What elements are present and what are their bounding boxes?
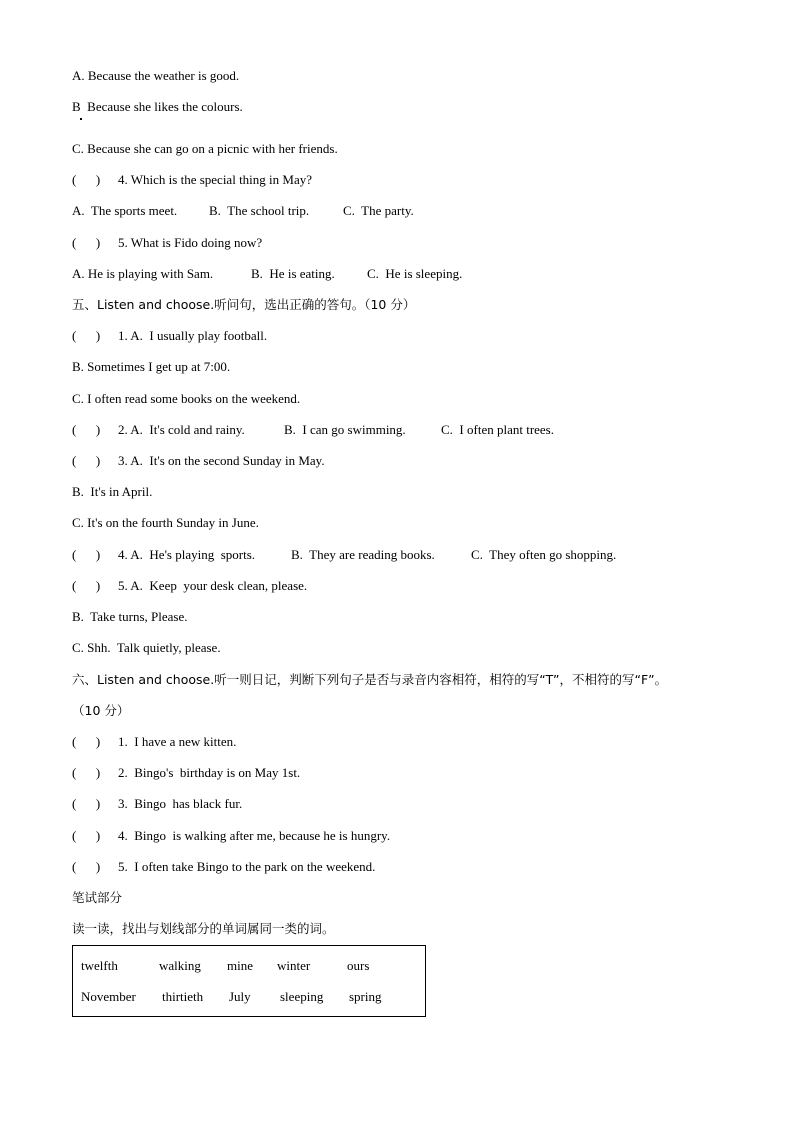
word: mine (227, 958, 253, 973)
part5-q1-option-c: C. I often read some books on the weekend. (72, 391, 301, 406)
q3-option-c: C. Because she can go on a picnic with her friends. (72, 141, 338, 156)
part5-question-2 (72, 422, 554, 438)
part5-q5-option-b: B. Take turns, Please. (72, 609, 188, 624)
option-b: B. They are reading books. (291, 547, 435, 562)
answer-blank[interactable]: ( ) (72, 422, 101, 437)
part5-question-3 (72, 453, 325, 469)
part4-q5-options (72, 266, 462, 282)
statement-text: 3. Bingo has black fur. (118, 796, 243, 811)
statement-text: 5. I often take Bingo to the park on the weekend. (118, 859, 376, 874)
option-b: B. I can go swimming. (284, 422, 406, 437)
statement-text: 1. I have a new kitten. (118, 734, 237, 749)
answer-blank[interactable]: ( ) (72, 765, 101, 780)
part6-heading-score: （10 分） (72, 703, 130, 718)
option-c: C. He is sleeping. (367, 266, 463, 281)
part6-statement-3 (72, 796, 242, 812)
part6-statement-4 (72, 828, 390, 844)
word: spring (349, 989, 382, 1004)
part5-q5-option-c: C. Shh. Talk quietly, please. (72, 640, 221, 655)
part6-heading: 六、Listen and choose.听一则日记，判断下列句子是否与录音内容相符，相符的写“T”，不相符的写“F”。 (72, 672, 668, 687)
answer-blank[interactable]: ( ) (72, 859, 101, 874)
answer-blank[interactable]: ( ) (72, 796, 101, 811)
answer-blank[interactable]: ( ) (72, 453, 101, 468)
answer-blank[interactable]: ( ) (72, 547, 101, 562)
part4-q4-options (72, 203, 414, 219)
answer-blank[interactable]: ( ) (72, 734, 101, 749)
option-a: 4. A. He's playing sports. (118, 547, 256, 562)
question-text: 3. A. It's on the second Sunday in May. (118, 453, 325, 468)
option-c: C. They often go shopping. (471, 547, 617, 562)
written-section-heading: 笔试部分 (72, 890, 123, 905)
part6-statement-5 (72, 859, 375, 875)
answer-blank[interactable]: ( ) (72, 235, 101, 250)
answer-blank[interactable]: ( ) (72, 578, 101, 593)
word: November (81, 989, 136, 1004)
part5-question-1 (72, 328, 267, 344)
part5-question-5 (72, 578, 307, 594)
part5-q1-option-b: B. Sometimes I get up at 7:00. (72, 359, 231, 374)
part6-statement-1 (72, 734, 236, 750)
option-a: A. He is playing with Sam. (72, 266, 214, 281)
statement-text: 4. Bingo is walking after me, because he is hungry. (118, 828, 391, 843)
word-box (72, 945, 426, 1017)
part5-q3-option-c: C. It's on the fourth Sunday in June. (72, 515, 259, 530)
part5-question-4 (72, 547, 616, 563)
question-text: 5. What is Fido doing now? (118, 235, 263, 250)
answer-blank[interactable]: ( ) (72, 172, 101, 187)
part4-question-5 (72, 235, 262, 251)
word: walking (159, 958, 201, 973)
part6-statement-2 (72, 765, 300, 781)
part5-heading: 五、Listen and choose.听问句，选出正确的答句。（10 分） (72, 297, 416, 312)
word: July (229, 989, 251, 1004)
option-a: 2. A. It's cold and rainy. (118, 422, 245, 437)
question-text: 1. A. I usually play football. (118, 328, 268, 343)
written-instruction: 读一读，找出与划线部分的单词属同一类的词。 (72, 921, 335, 936)
word: thirtieth (162, 989, 204, 1004)
option-a: A. The sports meet. (72, 203, 178, 218)
answer-blank[interactable]: ( ) (72, 328, 101, 343)
option-c: C. I often plant trees. (441, 422, 554, 437)
word: ours (347, 958, 370, 973)
stray-dot (80, 118, 82, 120)
option-c: C. The party. (343, 203, 414, 218)
question-text: 4. Which is the special thing in May? (118, 172, 312, 187)
part4-question-4 (72, 172, 312, 188)
word: sleeping (280, 989, 324, 1004)
statement-text: 2. Bingo's birthday is on May 1st. (118, 765, 301, 780)
q3-option-a: A. Because the weather is good. (72, 68, 240, 83)
word: winter (277, 958, 311, 973)
q3-option-b: B Because she likes the colours. (72, 99, 243, 114)
option-b: B. The school trip. (209, 203, 310, 218)
part5-q3-option-b: B. It's in April. (72, 484, 153, 499)
answer-blank[interactable]: ( ) (72, 828, 101, 843)
option-b: B. He is eating. (251, 266, 335, 281)
word: twelfth (81, 958, 118, 973)
question-text: 5. A. Keep your desk clean, please. (118, 578, 308, 593)
